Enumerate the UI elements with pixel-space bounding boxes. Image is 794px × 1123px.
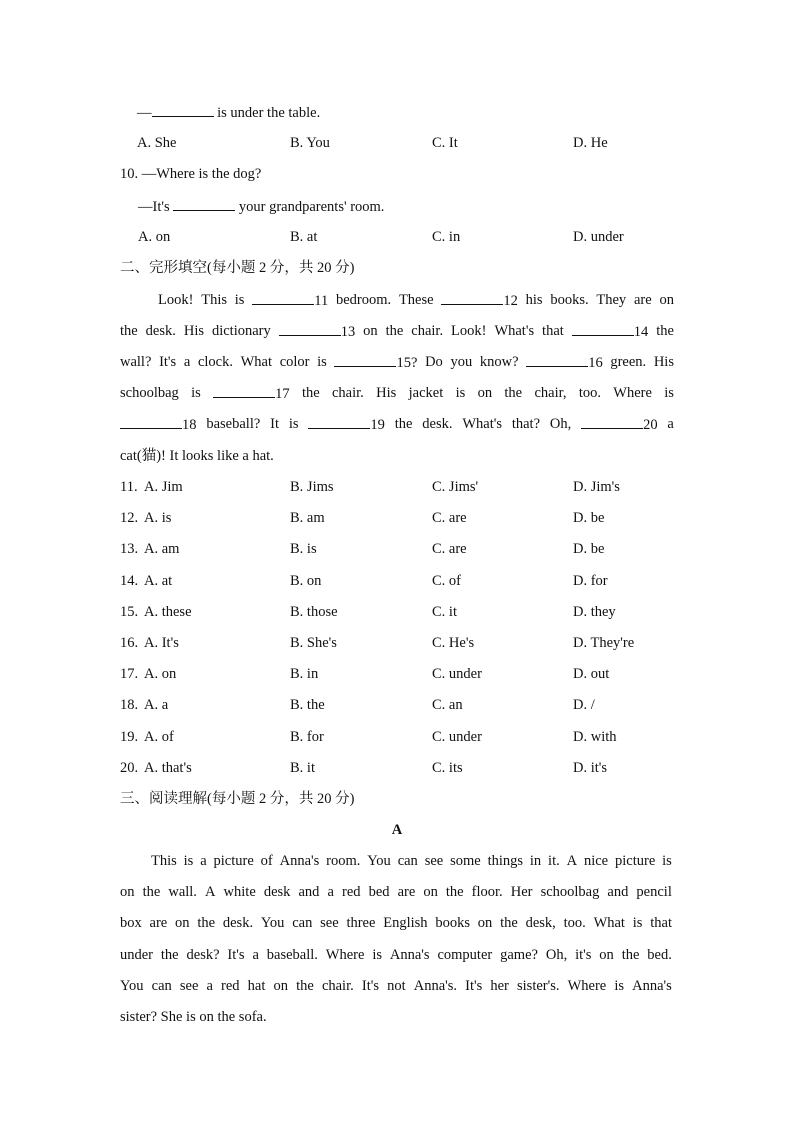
reading-word: and xyxy=(607,884,629,901)
reading-line: sister? She is on the sofa. xyxy=(120,1009,267,1025)
cloze-word: jacket xyxy=(408,385,444,401)
question-number: 14. xyxy=(120,572,139,589)
cloze-word: clock. xyxy=(197,354,233,370)
reading-word: white xyxy=(223,884,256,901)
reading-word: a xyxy=(206,977,213,994)
answer-blank xyxy=(252,290,314,305)
reading-word: bed. xyxy=(647,946,672,963)
reading-word: a xyxy=(327,884,334,901)
cloze-word: bedroom. xyxy=(335,292,392,308)
reading-word: the xyxy=(197,915,216,932)
reading-word: desk? xyxy=(186,946,220,963)
reading-word: can xyxy=(151,977,172,994)
cloze-word: desk. xyxy=(422,416,453,432)
cloze-blank: 12 xyxy=(441,290,518,311)
cloze-word: the xyxy=(504,385,523,401)
option-a: A. It's xyxy=(144,635,179,651)
cloze-word: They xyxy=(596,292,627,308)
cloze-line xyxy=(158,290,674,311)
reading-word: the xyxy=(621,946,640,963)
option-a: A. these xyxy=(144,603,192,620)
question-number: 11. xyxy=(120,479,138,495)
cloze-word: that? xyxy=(511,416,541,432)
question-number: 12. xyxy=(120,510,139,527)
option-b: B. is xyxy=(290,541,317,558)
answer-blank xyxy=(213,383,275,398)
cloze-word: It xyxy=(270,416,279,432)
reading-word: is xyxy=(614,977,625,994)
reading-word: Her xyxy=(510,884,533,901)
reading-word: her xyxy=(490,977,509,994)
cloze-word: you xyxy=(450,354,473,370)
cloze-word: dictionary xyxy=(211,323,271,339)
reading-word: the xyxy=(296,977,314,994)
cloze-line xyxy=(120,352,674,373)
cloze-line xyxy=(120,383,674,404)
reading-word: see xyxy=(320,915,339,932)
reading-word: things xyxy=(487,853,524,869)
answer-blank xyxy=(526,352,588,367)
reading-word: is xyxy=(632,915,643,932)
reading-word: picture xyxy=(213,853,254,869)
reading-word: on xyxy=(423,884,438,901)
reading-word: It's xyxy=(361,977,379,994)
cloze-word: his xyxy=(525,292,543,308)
cloze-word: on xyxy=(477,385,493,401)
reading-word: too. xyxy=(563,915,586,932)
reading-word: on xyxy=(175,915,190,932)
cloze-word: know? xyxy=(479,354,519,370)
answer-blank xyxy=(572,321,634,336)
passage-label: A xyxy=(391,822,403,838)
reading-word: are xyxy=(397,884,416,901)
reading-word: on xyxy=(599,946,614,963)
reading-word: on xyxy=(273,977,288,994)
option-b: B. the xyxy=(290,697,325,714)
cloze-word: that xyxy=(542,323,564,339)
reading-line xyxy=(120,913,672,933)
reading-word: is xyxy=(183,853,194,869)
option-a: A. is xyxy=(144,510,172,527)
cloze-word: the xyxy=(385,323,404,339)
reading-word: Anna's xyxy=(279,853,320,869)
option-b: B. for xyxy=(290,728,324,745)
reading-word: are xyxy=(149,915,168,932)
cloze-word: His xyxy=(653,354,674,370)
option-d: D. They're xyxy=(573,635,635,651)
reading-word: is xyxy=(372,946,382,963)
cloze-blank: 16 xyxy=(526,352,603,373)
option-c: C. are xyxy=(432,510,467,527)
section3-heading: 三、阅读理解(每小题 2 分，共 20 分) xyxy=(120,791,355,807)
reading-word: that xyxy=(650,915,672,932)
q10-answer: —It's your grandparents' room. xyxy=(138,196,384,217)
reading-word: red xyxy=(341,884,361,901)
question-number: 15. xyxy=(120,603,139,620)
reading-word: This xyxy=(151,853,177,869)
cloze-word: desk. xyxy=(145,323,176,339)
option-d: D. they xyxy=(573,603,616,620)
cloze-line xyxy=(120,446,674,466)
reading-line xyxy=(120,945,672,965)
option-a: A. on xyxy=(138,229,171,245)
cloze-word: is xyxy=(191,385,201,401)
option-d: D. under xyxy=(573,229,624,245)
option-d: D. He xyxy=(573,135,608,151)
q9-stem: — is under the table. xyxy=(137,102,320,123)
cloze-blank: 20 xyxy=(581,414,658,435)
q10-stem: 10. —Where is the dog? xyxy=(120,166,262,182)
cloze-word: Look! xyxy=(451,323,487,339)
question-number: 17. xyxy=(120,666,139,683)
cloze-word: Do xyxy=(425,354,443,370)
cloze-word: is xyxy=(288,416,299,432)
answer-blank xyxy=(441,290,503,305)
cloze-word: is xyxy=(234,292,245,308)
reading-word: is xyxy=(662,853,672,869)
option-a: A. that's xyxy=(144,759,192,776)
cloze-word: on xyxy=(659,292,674,308)
option-a: A. am xyxy=(144,541,180,558)
cloze-word: are xyxy=(633,292,652,308)
reading-word: Anna's xyxy=(389,946,430,963)
reading-word: desk, xyxy=(525,915,556,932)
option-a: A. on xyxy=(144,666,177,683)
answer-blank xyxy=(152,102,214,117)
option-b: B. You xyxy=(290,135,330,151)
cloze-blank: 11 xyxy=(252,290,328,311)
cloze-word: is xyxy=(455,385,466,401)
cloze-word: wall? xyxy=(120,354,152,370)
reading-word: A xyxy=(566,853,578,869)
cloze-word: Oh, xyxy=(549,416,572,432)
cloze-word: the xyxy=(120,323,138,339)
question-number: 18. xyxy=(120,697,139,714)
reading-word: red xyxy=(221,977,240,994)
reading-word: hat xyxy=(247,977,266,994)
reading-word: English xyxy=(383,915,428,932)
cloze-word: What's xyxy=(462,416,502,432)
option-c: C. in xyxy=(432,229,461,245)
reading-word: It's xyxy=(465,977,483,994)
reading-word: the xyxy=(500,915,518,932)
reading-word: Anna's. xyxy=(413,977,458,994)
cloze-word: His xyxy=(376,385,397,401)
option-c: C. It xyxy=(432,135,458,151)
reading-word: see xyxy=(179,977,199,994)
reading-word: You xyxy=(367,853,391,869)
reading-word: picture xyxy=(615,853,656,869)
cloze-word: too. xyxy=(578,385,601,401)
option-b: B. at xyxy=(290,229,318,245)
option-b: B. in xyxy=(290,666,319,683)
reading-word: game? xyxy=(500,946,538,963)
reading-word: Where xyxy=(567,977,607,994)
option-c: C. Jims' xyxy=(432,479,479,495)
reading-word: A xyxy=(205,884,216,901)
option-d: D. with xyxy=(573,728,617,745)
reading-word: on xyxy=(120,884,135,901)
cloze-blank: 18 xyxy=(120,414,197,435)
section2-heading: 二、完形填空(每小题 2 分，共 20 分) xyxy=(120,260,355,276)
option-c: C. He's xyxy=(432,635,475,651)
reading-line xyxy=(151,851,672,871)
cloze-word: books. xyxy=(550,292,589,308)
reading-word: wall. xyxy=(168,884,197,901)
cloze-word: What xyxy=(240,354,273,370)
cloze-word: chair, xyxy=(534,385,567,401)
option-a: A. at xyxy=(144,572,173,589)
cloze-word: the xyxy=(394,416,413,432)
reading-word: floor. xyxy=(471,884,503,901)
reading-word: see xyxy=(424,853,444,869)
reading-word: books xyxy=(435,915,470,932)
cloze-word: is xyxy=(664,385,674,401)
option-d: D. Jim's xyxy=(573,479,620,495)
question-number: 19. xyxy=(120,728,139,745)
cloze-word: chair. xyxy=(332,385,364,401)
reading-word: desk. xyxy=(222,915,254,932)
reading-word: baseball. xyxy=(266,946,318,963)
reading-word: It's xyxy=(227,946,245,963)
reading-word: on xyxy=(477,915,493,932)
reading-word: sister's. xyxy=(517,977,560,994)
cloze-word: cat(猫)! It looks like a hat. xyxy=(120,448,274,464)
reading-word: Where xyxy=(325,946,365,963)
option-c: C. are xyxy=(432,541,467,558)
reading-word: box xyxy=(120,915,142,932)
question-number: 20. xyxy=(120,759,139,776)
cloze-word: is xyxy=(317,354,327,370)
reading-word: nice xyxy=(583,853,609,869)
cloze-word: His xyxy=(183,323,204,339)
option-d: D. / xyxy=(573,697,595,714)
option-d: D. be xyxy=(573,510,605,527)
option-b: B. Jims xyxy=(290,479,334,495)
option-a: A. of xyxy=(144,728,174,745)
reading-word: desk xyxy=(263,884,291,901)
cloze-word: green. xyxy=(610,354,647,370)
option-b: B. am xyxy=(290,510,325,527)
reading-word: it. xyxy=(548,853,560,869)
reading-word: chair. xyxy=(321,977,354,994)
reading-word: room. xyxy=(326,853,361,869)
reading-word: it's xyxy=(575,946,592,963)
cloze-blank: 17 xyxy=(213,383,290,404)
cloze-line xyxy=(120,321,674,342)
reading-word: schoolbag xyxy=(540,884,600,901)
cloze-word: baseball? xyxy=(206,416,261,432)
reading-line xyxy=(120,882,672,902)
cloze-word: Where xyxy=(613,385,652,401)
reading-word: a xyxy=(200,853,207,869)
cloze-blank: 13 xyxy=(279,321,356,342)
option-c: C. of xyxy=(432,572,461,589)
reading-word: Oh, xyxy=(545,946,568,963)
answer-blank xyxy=(173,196,235,211)
cloze-word: schoolbag xyxy=(120,385,179,401)
answer-blank xyxy=(308,414,370,429)
option-b: B. it xyxy=(290,759,315,776)
cloze-word: Look! xyxy=(158,292,194,308)
option-c: C. an xyxy=(432,697,463,714)
reading-word: and xyxy=(298,884,320,901)
answer-blank xyxy=(581,414,643,429)
reading-word: the xyxy=(142,884,161,901)
reading-word: can xyxy=(292,915,313,932)
reading-word: some xyxy=(450,853,481,869)
reading-word: pencil xyxy=(636,884,672,901)
cloze-blank: 14 xyxy=(572,321,649,342)
cloze-blank: 19 xyxy=(308,414,385,435)
reading-word: the xyxy=(160,946,179,963)
cloze-word: the xyxy=(301,385,320,401)
cloze-blank: 15? xyxy=(334,352,417,373)
option-a: A. a xyxy=(144,697,169,714)
option-b: B. on xyxy=(290,572,322,589)
reading-word: three xyxy=(346,915,376,932)
cloze-word: This xyxy=(201,292,227,308)
reading-word: in xyxy=(529,853,542,869)
reading-word: can xyxy=(397,853,418,869)
option-c: C. it xyxy=(432,603,457,620)
reading-word: What xyxy=(593,915,625,932)
reading-word: of xyxy=(260,853,273,869)
option-b: B. those xyxy=(290,603,338,620)
cloze-word: a xyxy=(667,416,674,432)
answer-blank xyxy=(334,352,396,367)
cloze-line xyxy=(120,414,674,435)
option-a: A. She xyxy=(137,135,177,151)
reading-word: under xyxy=(120,946,154,963)
option-c: C. under xyxy=(432,728,482,745)
option-d: D. it's xyxy=(573,759,608,776)
option-c: C. its xyxy=(432,759,463,776)
cloze-word: chair. xyxy=(411,323,444,339)
option-d: D. out xyxy=(573,666,610,683)
cloze-word: It's xyxy=(159,354,177,370)
reading-word: a xyxy=(252,946,259,963)
cloze-word: on xyxy=(363,323,378,339)
option-c: C. under xyxy=(432,666,482,683)
cloze-word: a xyxy=(183,354,191,370)
cloze-word: These xyxy=(398,292,434,308)
option-b: B. She's xyxy=(290,635,337,651)
reading-word: not xyxy=(387,977,406,994)
reading-line xyxy=(120,976,672,996)
reading-word: You xyxy=(120,977,144,994)
answer-blank xyxy=(120,414,182,429)
reading-word: the xyxy=(445,884,464,901)
question-number: 13. xyxy=(120,541,139,558)
reading-word: computer xyxy=(437,946,493,963)
question-number: 16. xyxy=(120,635,139,651)
option-d: D. be xyxy=(573,541,605,558)
option-d: D. for xyxy=(573,572,608,589)
reading-word: You xyxy=(260,915,285,932)
cloze-word: What's xyxy=(494,323,535,339)
cloze-word: the xyxy=(656,323,674,339)
reading-word: bed xyxy=(368,884,390,901)
answer-blank xyxy=(279,321,341,336)
option-a: A. Jim xyxy=(144,479,183,495)
reading-word: Anna's xyxy=(632,977,672,994)
cloze-word: color xyxy=(279,354,310,370)
